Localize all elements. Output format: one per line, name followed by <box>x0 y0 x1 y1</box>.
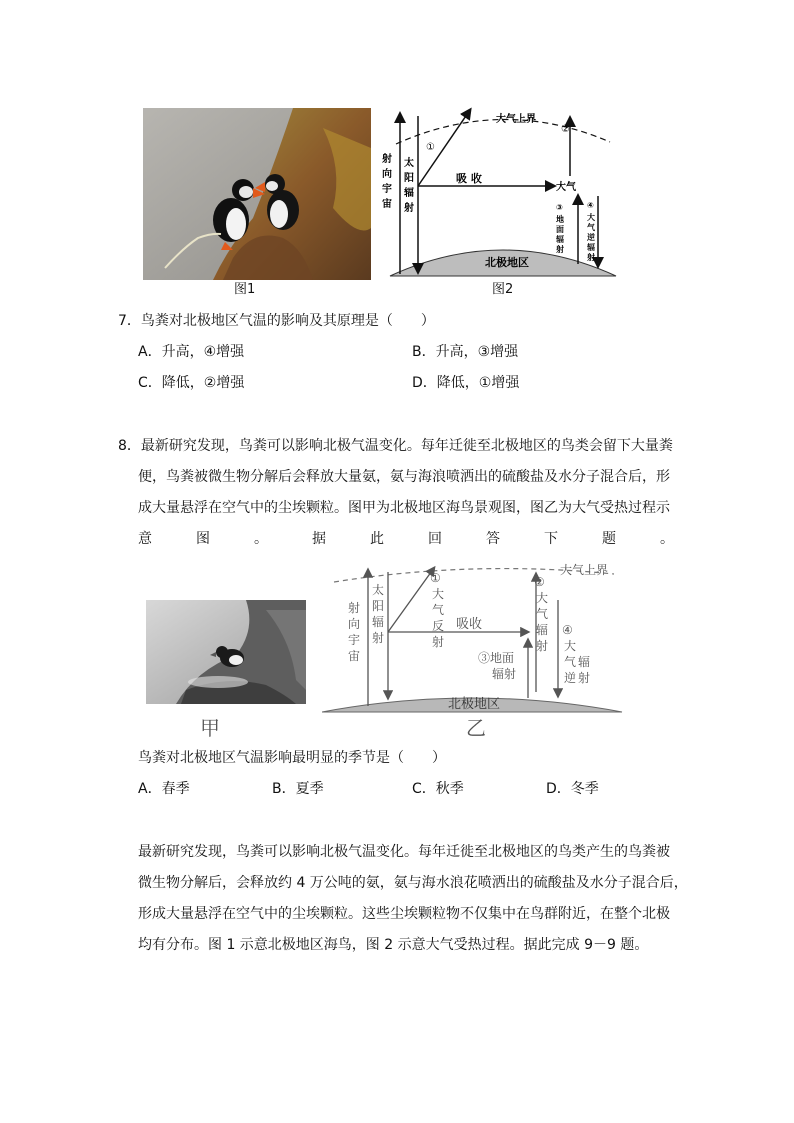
figure1-diagram-caption: 图2 <box>492 282 514 297</box>
passage-line-4: 均有分布。图 1 示意北极地区海鸟，图 2 示意大气受热过程。据此完成 9－9 题。 <box>138 937 649 953</box>
atm-radiation-label-2: ② 大气辐射 <box>534 575 549 653</box>
puffin-photo-2 <box>146 600 306 704</box>
ground-radiation-label-2a: ③地面 <box>478 651 515 665</box>
q8-line4-char: 。 <box>254 531 268 547</box>
q8-line-4 <box>138 529 674 549</box>
q8-line-3: 成大量悬浮在空气中的尘埃颗粒。图甲为北极地区海鸟景观图，图乙为大气受热过程示 <box>138 500 670 516</box>
q8-question: 鸟粪对北极地区气温影响最明显的季节是（ ） <box>138 750 446 766</box>
q8-option-a[interactable]: A．春季 <box>138 781 190 797</box>
passage-line-2: 微生物分解后，会释放约 4 万公吨的氨，氨与海水浪花喷洒出的硫酸盐及水分子混合后， <box>138 875 688 891</box>
q8-line4-char: 图 <box>196 531 210 547</box>
solar-radiation-label-1: 太阳辐射 <box>404 158 414 214</box>
atmosphere-heating-diagram-2 <box>322 560 624 716</box>
q8-line4-char: 据 <box>312 531 326 547</box>
q8-option-c[interactable]: C．秋季 <box>412 781 464 797</box>
arctic-label-1: 北极地区 <box>485 256 529 269</box>
q8-line-1: 8．最新研究发现，鸟粪可以影响北极气温变化。每年迁徙至北极地区的鸟类会留下大量粪 <box>118 438 673 454</box>
ground-radiation-label-1: ③ 地面辐射 <box>556 203 564 254</box>
q7-stem: 7．鸟粪对北极地区气温的影响及其原理是（ ） <box>118 313 435 329</box>
atmosphere-label-1: 大气 <box>556 182 576 193</box>
absorb-label-1: 吸 收 <box>456 172 482 185</box>
toa-label-1: 大气上界 <box>496 114 536 125</box>
q7-option-b[interactable]: B．升高，③增强 <box>412 344 519 360</box>
space-emission-label-2: 射向宇宙 <box>348 601 361 663</box>
arctic-label-2: 北极地区 <box>448 697 501 712</box>
q7-option-c[interactable]: C．降低，②增强 <box>138 375 245 391</box>
counter-radiation-label-1: ④ 大气逆辐射 <box>587 201 595 262</box>
figure2-diagram-caption: 乙 <box>466 716 486 740</box>
figure1-photo-caption: 图1 <box>234 282 256 297</box>
solar-radiation-label-2: 太阳辐射 <box>372 583 385 645</box>
absorb-label-2: 吸收 <box>456 617 483 632</box>
num2-label: ② <box>561 124 570 135</box>
q8-line4-char: 题 <box>602 531 616 547</box>
q7-option-d[interactable]: D．降低，①增强 <box>412 375 520 391</box>
q8-line4-char: 下 <box>544 531 558 547</box>
reflect-label-2: ① 大气反射 <box>430 571 445 649</box>
q8-line4-char: 。 <box>660 531 674 547</box>
q8-line4-char: 答 <box>486 531 500 547</box>
num1-label: ① <box>426 142 435 153</box>
ground-radiation-label-2b: 辐射 <box>492 667 517 681</box>
toa-label-2: 大气上界 <box>560 563 609 577</box>
passage-line-3: 形成大量悬浮在空气中的尘埃颗粒。这些尘埃颗粒物不仅集中在鸟群附近，在整个北极 <box>138 906 670 922</box>
q8-line4-char: 意 <box>138 531 152 547</box>
q8-line4-char: 回 <box>428 531 442 547</box>
q8-option-b[interactable]: B．夏季 <box>272 781 324 797</box>
puffin-photo-1 <box>143 108 371 280</box>
atmosphere-heating-diagram-1 <box>378 104 630 280</box>
q8-line-2: 便，鸟粪被微生物分解后会释放大量氨，氨与海浪喷洒出的硫酸盐及水分子混合后，形 <box>138 469 670 485</box>
q7-option-a[interactable]: A．升高，④增强 <box>138 344 245 360</box>
counter-radiation-label-2: ④ 大气逆辐射 <box>562 623 591 685</box>
q8-option-d[interactable]: D．冬季 <box>546 781 599 797</box>
figure2-photo-caption: 甲 <box>200 716 220 740</box>
passage-line-1: 最新研究发现，鸟粪可以影响北极气温变化。每年迁徙至北极地区的鸟类产生的鸟粪被 <box>138 844 670 860</box>
space-emission-label-1: 射向宇宙 <box>382 154 392 210</box>
q8-line4-char: 此 <box>370 531 384 547</box>
